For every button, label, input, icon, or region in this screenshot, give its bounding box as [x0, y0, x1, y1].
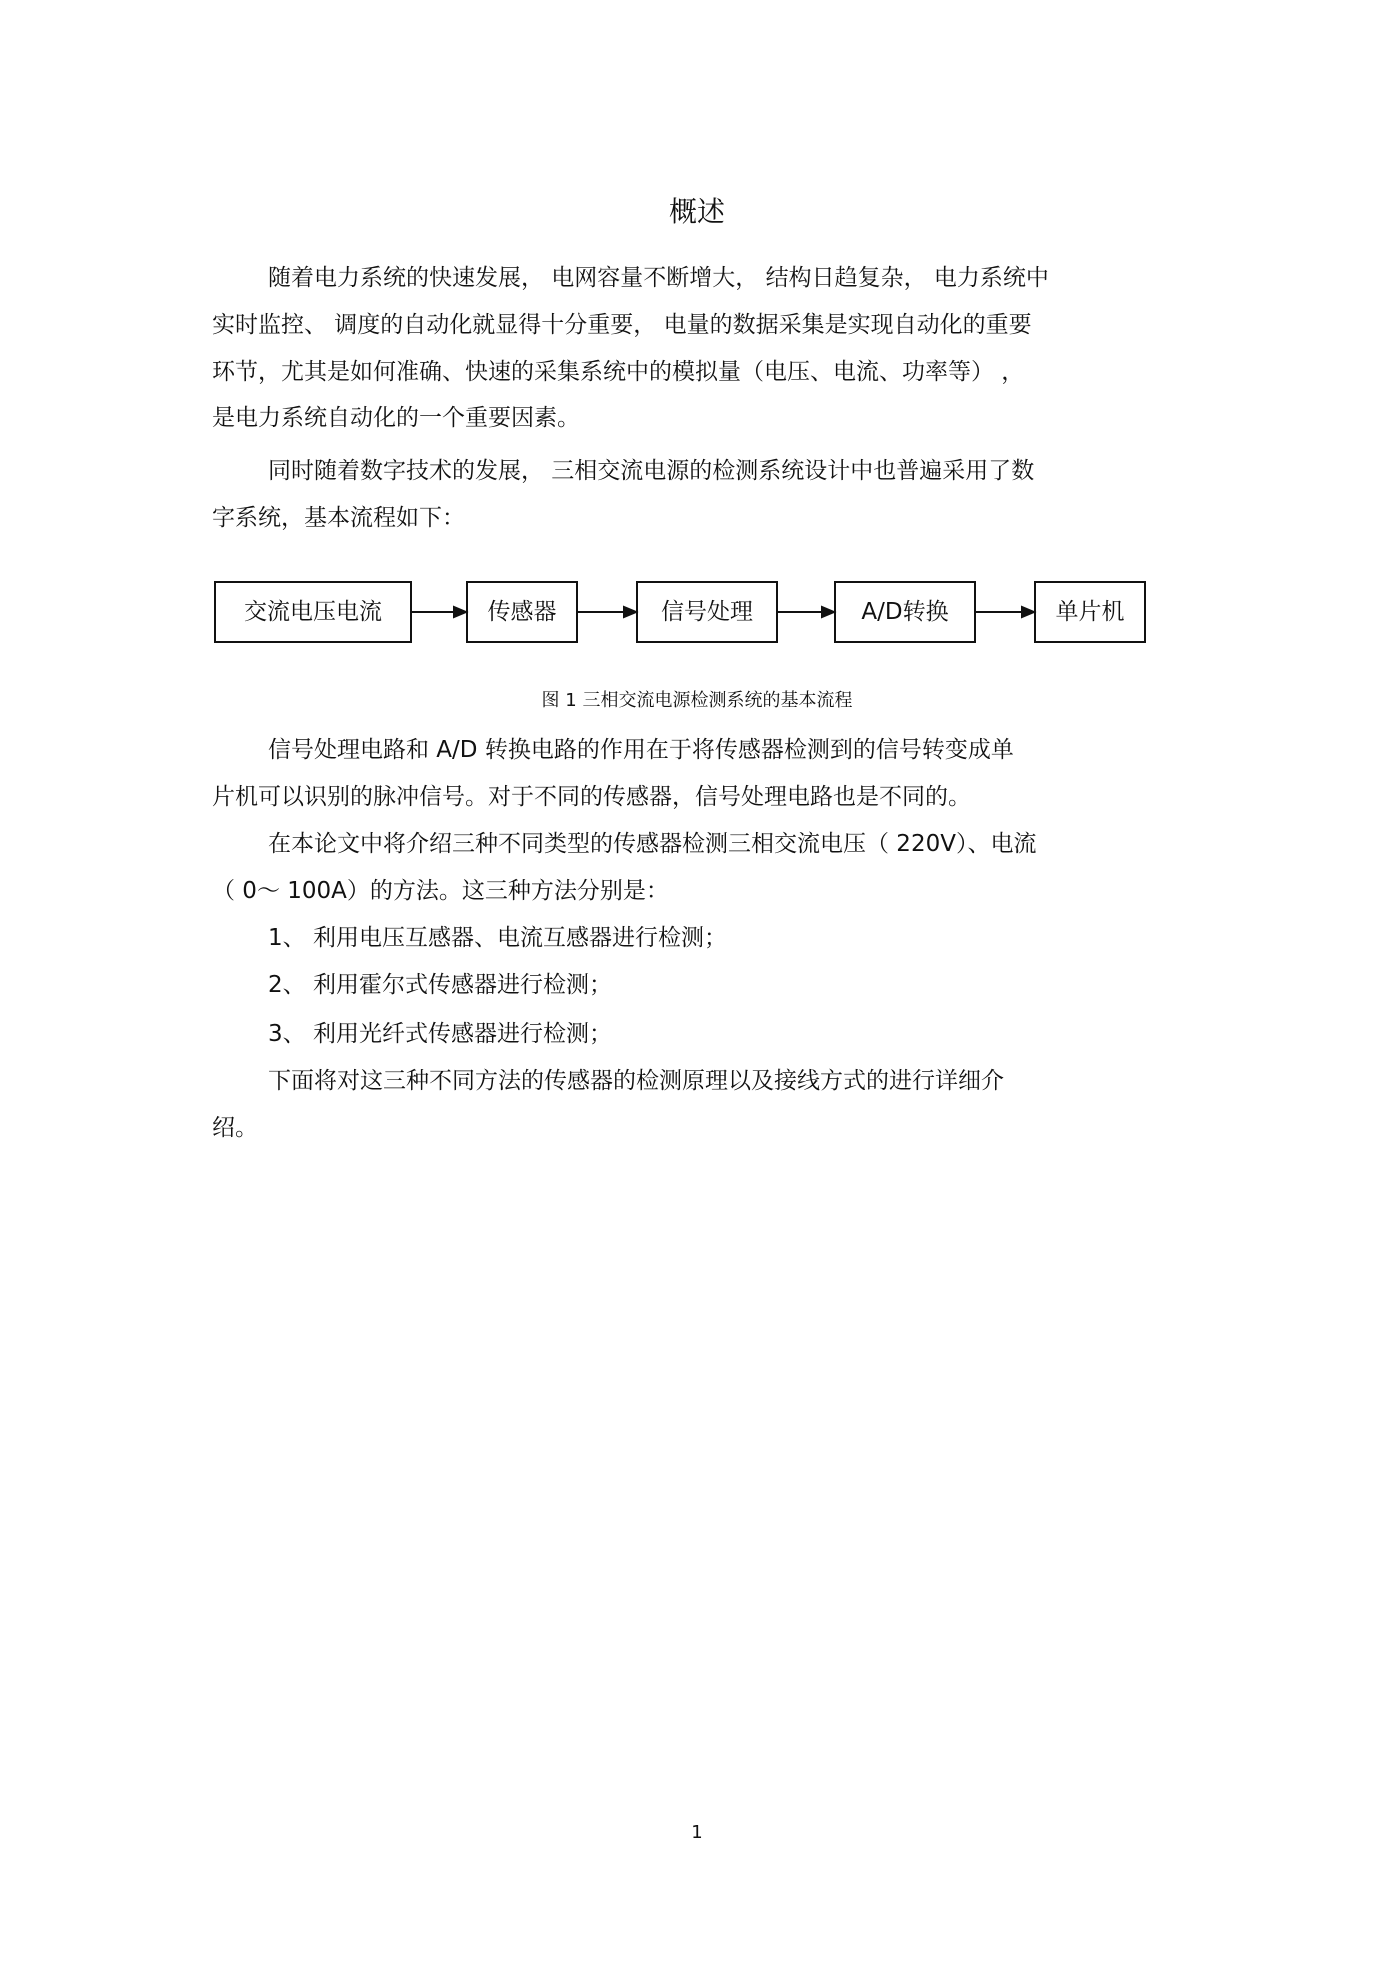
flow-arrow-3-head [822, 607, 834, 617]
paragraph-3-line-1: 信号处理电路和 A/D 转换电路的作用在于将传感器检测到的信号转变成单 [268, 737, 1014, 763]
paragraph-1-line-4: 是电力系统自动化的一个重要因素。 [212, 405, 580, 431]
flow-step-mcu: 单片机 [1034, 581, 1146, 643]
paragraph-4-line-2: （ 0～ 100A）的方法。这三种方法分别是： [212, 878, 669, 904]
paragraph-1-line-1: 随着电力系统的快速发展， 电网容量不断增大， 结构日趋复杂， 电力系统中 [268, 265, 1049, 291]
flow-arrow-1-head [454, 607, 466, 617]
flow-arrow-4-head [1022, 607, 1034, 617]
page-number: 1 [691, 1822, 703, 1843]
flow-diagram [214, 581, 1148, 643]
paragraph-1-line-3: 环节，尤其是如何准确、快速的采集系统中的模拟量（电压、电流、功率等） ， [212, 359, 1025, 385]
paragraph-5-line-1: 下面将对这三种不同方法的传感器的检测原理以及接线方式的进行详细介 [268, 1068, 1004, 1094]
flow-step-ac-input: 交流电压电流 [214, 581, 412, 643]
paragraph-2-line-1: 同时随着数字技术的发展， 三相交流电源的检测系统设计中也普遍采用了数 [268, 458, 1035, 484]
figure-caption: 图 1 三相交流电源检测系统的基本流程 [541, 690, 853, 711]
flow-arrows [214, 581, 1148, 643]
paragraph-3-line-2: 片机可以识别的脉冲信号。对于不同的传感器，信号处理电路也是不同的。 [212, 784, 971, 810]
list-item-3: 3、 利用光纤式传感器进行检测； [268, 1021, 612, 1047]
paragraph-5-line-2: 绍。 [212, 1115, 258, 1141]
flow-arrow-2-head [624, 607, 636, 617]
flow-step-sensor: 传感器 [466, 581, 578, 643]
page-title: 概述 [668, 195, 725, 228]
paragraph-1-line-2: 实时监控、 调度的自动化就显得十分重要， 电量的数据采集是实现自动化的重要 [212, 312, 1032, 338]
flow-step-ad-conversion: A/D转换 [834, 581, 976, 643]
list-item-2: 2、 利用霍尔式传感器进行检测； [268, 972, 612, 998]
flow-step-signal-processing: 信号处理 [636, 581, 778, 643]
list-item-1: 1、 利用电压互感器、电流互感器进行检测； [268, 925, 727, 951]
paragraph-2-line-2: 字系统，基本流程如下： [212, 505, 465, 531]
paragraph-4-line-1: 在本论文中将介绍三种不同类型的传感器检测三相交流电压（ 220V）、电流 [268, 831, 1037, 857]
